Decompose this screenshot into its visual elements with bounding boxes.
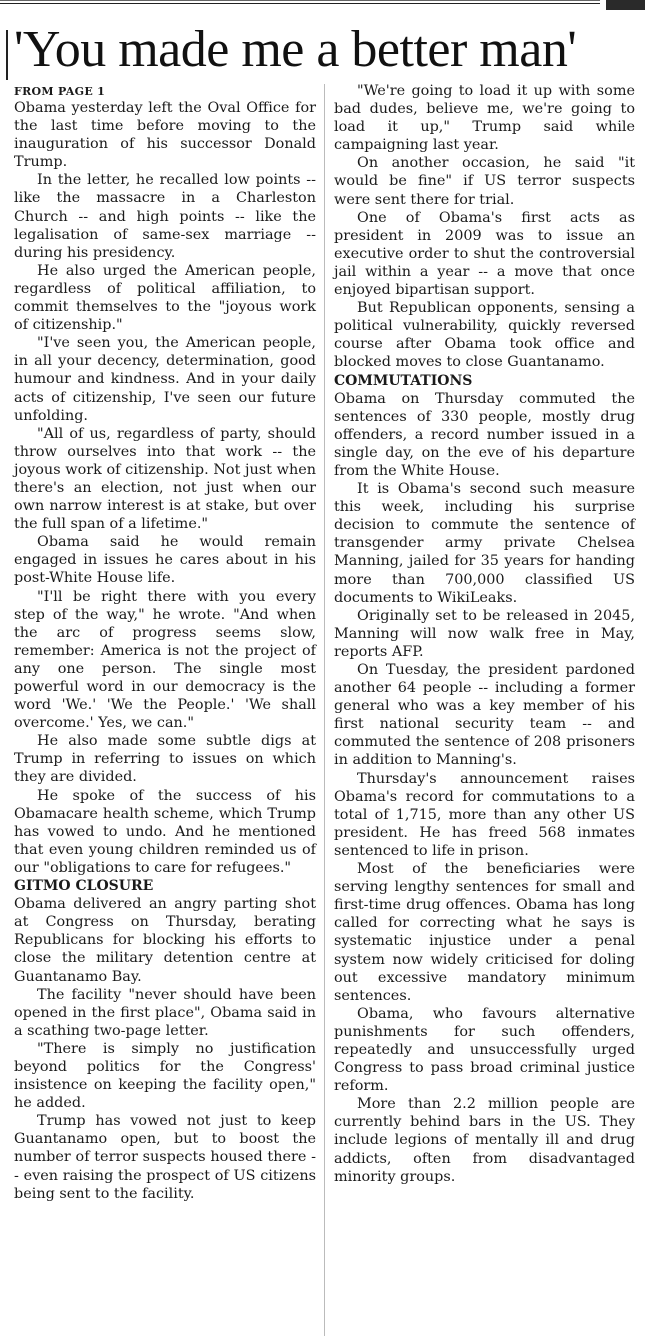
paragraph: He also urged the American people, regardless of political affiliation, to commit themselves to the "joyous work of citizenship." (14, 262, 316, 334)
paragraph: It is Obama's second such measure this week, including his surprise decision to commute the sentence of transgender army private Chelsea Manning, jailed for 35 years for handing more than 700,000 classified US documents to WikiLeaks. (334, 481, 635, 606)
right-column (334, 82, 635, 1186)
paragraph: Obama, who favours alternative punishments for such offenders, repeatedly and unsuccessfully urged Congress to pass broad criminal justice reform. (334, 1005, 635, 1095)
paragraph: But Republican opponents, sensing a political vulnerability, quickly reversed course after Obama took office and blocked moves to close Guantanamo. (334, 300, 635, 371)
paragraph: More than 2.2 million people are currently behind bars in the US. They include legions of mentally ill and drug addicts, often from disadvantaged minority groups. (334, 1096, 635, 1185)
paragraph: Most of the beneficiaries were serving lengthy sentences for small and first-time drug offences. Obama has long called for correcting what he says is systematic injustice under a penal system now widely criticised for doling out excessive mandatory minimum sentences. (334, 861, 635, 1004)
headline-side-rule (6, 30, 8, 80)
top-border-rule-thin (0, 0, 600, 1)
paragraph: He also made some subtle digs at Trump in referring to issues on which they are divided. (14, 733, 316, 786)
paragraph: The facility "never should have been opened in the first place", Obama said in a scathing two-page letter. (14, 986, 316, 1039)
paragraph: "I've seen you, the American people, in all your decency, determination, good humour and kindness. And in your daily acts of citizenship, I've seen our future unfolding. (14, 335, 316, 424)
top-border-rule (0, 3, 600, 4)
paragraph: On another occasion, he said "it would be fine" if US terror suspects were sent there for trial. (334, 155, 635, 208)
paragraph: Obama yesterday left the Oval Office for the last time before moving to the inauguration of his successor Donald Trump. (14, 100, 316, 171)
paragraph: In the letter, he recalled low points -- like the massacre in a Charleston Church -- and high points -- like the legalisation of same-sex marriage -- during his presidency. (14, 172, 316, 261)
paragraph: One of Obama's first acts as president in 2009 was to issue an executive order to shut the controversial jail within a year -- a move that once enjoyed bipartisan support. (334, 209, 635, 299)
paragraph: "All of us, regardless of party, should throw ourselves into that work -- the joyous work of citizenship. Not just when there's an election, not just when our own narrow interest is at stake, but over the full span of a lifetime." (14, 425, 316, 533)
section-tab-block (606, 0, 645, 10)
column-divider (324, 84, 325, 1336)
subhead-gitmo-closure: GITMO CLOSURE (14, 878, 154, 895)
paragraph: Thursday's announcement raises Obama's record for commutations to a total of 1,715, more than any other US president. He has freed 568 inmates sentenced to life in prison. (334, 770, 635, 859)
paragraph: Obama said he would remain engaged in issues he cares about in his post-White House life. (14, 534, 316, 587)
paragraph: Obama delivered an angry parting shot at Congress on Thursday, berating Republicans for blocking his efforts to close the military detention centre at Guantanamo Bay. (14, 896, 316, 985)
subhead-commutations: COMMUTATIONS (334, 372, 473, 389)
paragraph: Originally set to be released in 2045, Manning will now walk free in May, reports AFP. (334, 607, 635, 660)
paragraph: "We're going to load it up with some bad dudes, believe me, we're going to load it up," Trump said while campaigning last year. (334, 83, 635, 154)
kicker-from-page: FROM PAGE 1 (14, 85, 106, 98)
headline: 'You made me a better man' (14, 21, 577, 78)
paragraph: Trump has vowed not just to keep Guantanamo open, but to boost the number of terror suspects housed there -- even raising the prospect of US citizens being sent to the facility. (14, 1113, 316, 1202)
paragraph: Obama on Thursday commuted the sentences of 330 people, mostly drug offenders, a record number issued in a single day, on the eve of his departure from the White House. (334, 390, 635, 479)
paragraph: "There is simply no justification beyond politics for the Congress' insistence on keeping the facility open," he added. (14, 1040, 316, 1112)
paragraph: "I'll be right there with you every step of the way," he wrote. "And when the arc of progress seems slow, remember: America is not the project of any one person. The single most powerful word in our democracy is the word 'We.' 'We the People.' 'We shall overcome.' Yes, we can." (14, 588, 316, 732)
left-column (14, 82, 316, 1203)
paragraph: He spoke of the success of his Obamacare health scheme, which Trump has vowed to undo. And he mentioned that even young children reminded us of our "obligations to care for refugees." (14, 787, 316, 876)
paragraph: On Tuesday, the president pardoned another 64 people -- including a former general who was a key member of his first national security team -- and commuted the sentence of 208 prisoners in addition to Manning's. (334, 662, 635, 769)
